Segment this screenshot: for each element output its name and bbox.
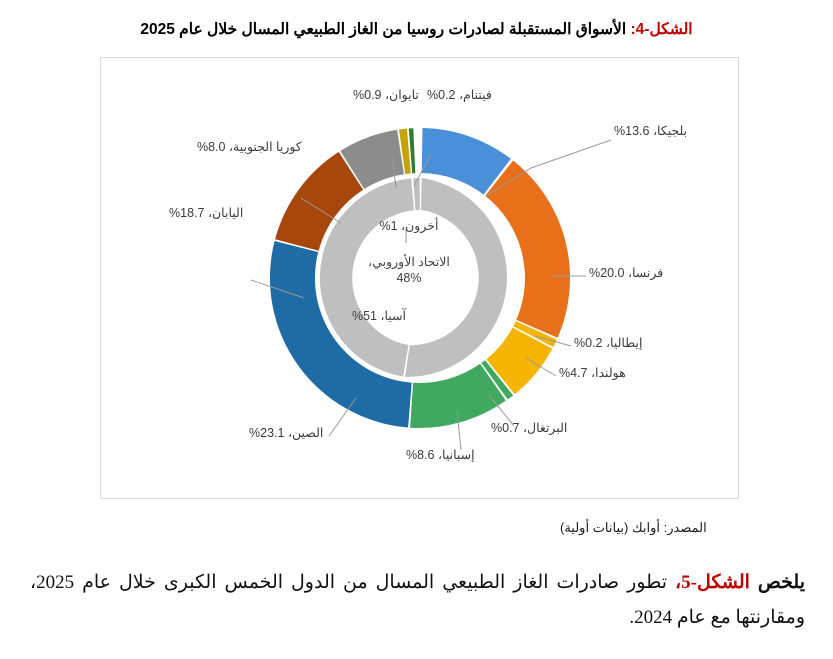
paragraph-text: تطور صادرات الغاز الطبيعي المسال من الدول الخمس الكبرى خلال عام 2025، ومقارنتها مع عام 2024. (30, 572, 805, 629)
label-belgium: بلجيكا، 13.6% (614, 124, 688, 138)
label-spain: إسبانيا، 8.6% (406, 448, 475, 462)
label-japan: اليابان، 18.7% (169, 206, 244, 220)
source-note: المصدر: أوابك (بيانات أولية) (560, 520, 707, 535)
paragraph-figure-ref: الشكل-5، (675, 572, 750, 593)
label-france: فرنسا، 20.0% (589, 266, 664, 280)
label-eu-inner-line1: الاتحاد الأوروبي، (368, 255, 450, 269)
figure-title (0, 18, 833, 41)
paragraph-lead: يلخص (757, 572, 806, 593)
label-vietnam: فيتنام، 0.2% (427, 88, 492, 102)
figure-title-text: الأسواق المستقبلة لصادرات روسيا من الغاز الطبيعي المسال خلال عام 2025 (140, 21, 627, 38)
slice-others-inner (413, 178, 420, 210)
body-paragraph (30, 565, 805, 635)
label-south-korea: كوريا الجنوبية، 8.0% (197, 140, 302, 154)
label-portugal: البرتغال، 0.7% (491, 421, 568, 435)
label-eu-inner-line2: 48% (396, 271, 422, 286)
figure-number: الشكل-4: (630, 21, 693, 38)
chart-container (100, 57, 739, 499)
label-eu-inner (349, 254, 469, 287)
label-italy: إيطاليا، 0.2% (574, 336, 643, 350)
label-china: الصين، 23.1% (249, 426, 324, 440)
label-asia-inner: آسيا، 51% (351, 309, 407, 323)
label-netherlands: هولندا، 4.7% (559, 366, 626, 380)
label-others-inner: أخرون، 1% (379, 219, 439, 233)
label-taiwan: تايوان، 0.9% (353, 88, 419, 102)
